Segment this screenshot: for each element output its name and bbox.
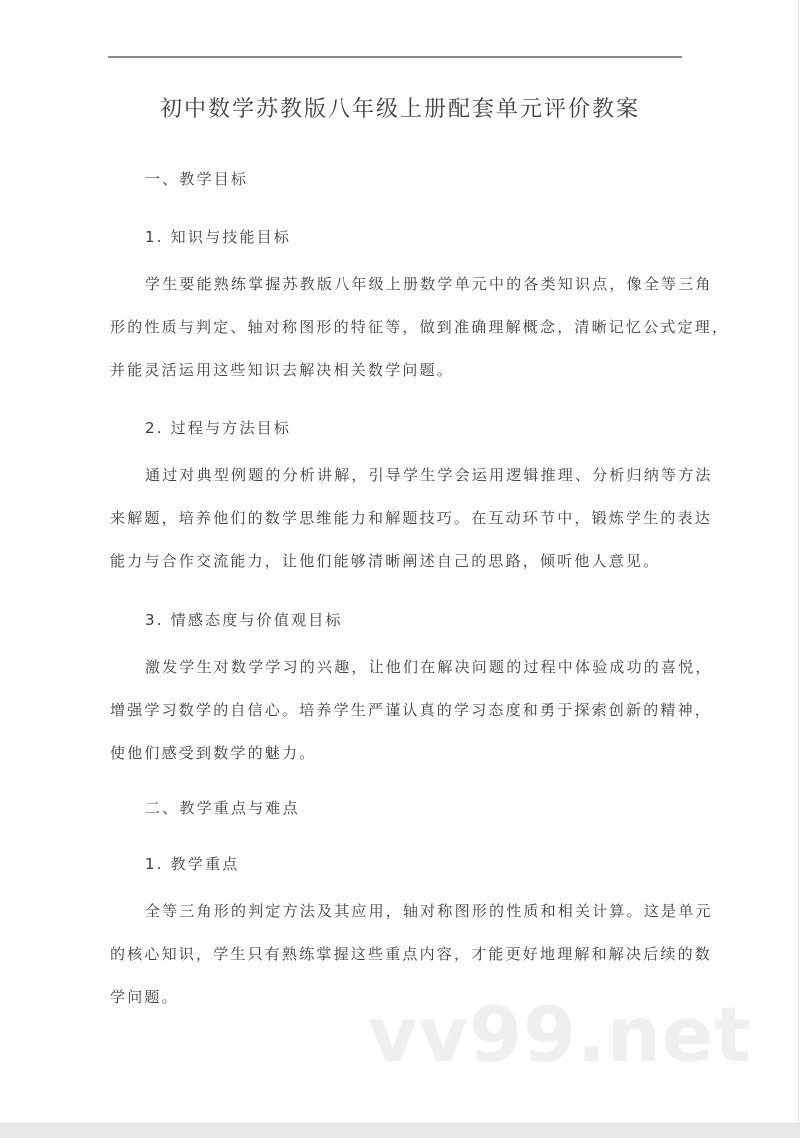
watermark: vv99.net — [368, 990, 752, 1079]
subheading-emotion-values: 3. 情感态度与价值观目标 — [145, 611, 343, 629]
section-heading-key-difficult-points: 二、教学重点与难点 — [145, 799, 300, 817]
subheading-process-methods: 2. 过程与方法目标 — [145, 419, 292, 437]
section-heading-teaching-goals: 一、教学目标 — [145, 170, 249, 188]
paragraph-line: 学问题。 — [110, 988, 179, 1006]
paragraph-line: 来解题，培养他们的数学思维能力和解题技巧。在互动环节中，锻炼学生的表达 — [110, 509, 713, 527]
document-title: 初中数学苏教版八年级上册配套单元评价教案 — [159, 97, 640, 122]
paragraph-line: 的核心知识，学生只有熟练掌握这些重点内容，才能更好地理解和解决后续的数 — [110, 945, 713, 963]
header-rule — [108, 56, 682, 58]
paragraph-line: 通过对典型例题的分析讲解，引导学生学会运用逻辑推理、分析归纳等方法 — [145, 466, 713, 484]
paragraph-line: 使他们感受到数学的魅力。 — [110, 744, 317, 762]
subheading-knowledge-skills: 1. 知识与技能目标 — [145, 228, 292, 246]
paragraph-line: 学生要能熟练掌握苏教版八年级上册数学单元中的各类知识点，像全等三角 — [145, 275, 713, 293]
paragraph-line: 能力与合作交流能力，让他们能够清晰阐述自己的思路，倾听他人意见。 — [110, 552, 661, 570]
subheading-key-points: 1. 教学重点 — [145, 855, 240, 873]
paragraph-line: 形的性质与判定、轴对称图形的特征等，做到准确理解概念，清晰记忆公式定理， — [110, 318, 730, 336]
page-bottom-edge — [0, 1123, 800, 1138]
paragraph-line: 并能灵活运用这些知识去解决相关数学问题。 — [110, 361, 455, 379]
paragraph-line: 增强学习数学的自信心。培养学生严谨认真的学习态度和勇于探索创新的精神， — [110, 701, 713, 719]
paragraph-line: 全等三角形的判定方法及其应用，轴对称图形的性质和相关计算。这是单元 — [145, 902, 713, 920]
paragraph-line: 激发学生对数学学习的兴趣，让他们在解决问题的过程中体验成功的喜悦， — [145, 658, 713, 676]
